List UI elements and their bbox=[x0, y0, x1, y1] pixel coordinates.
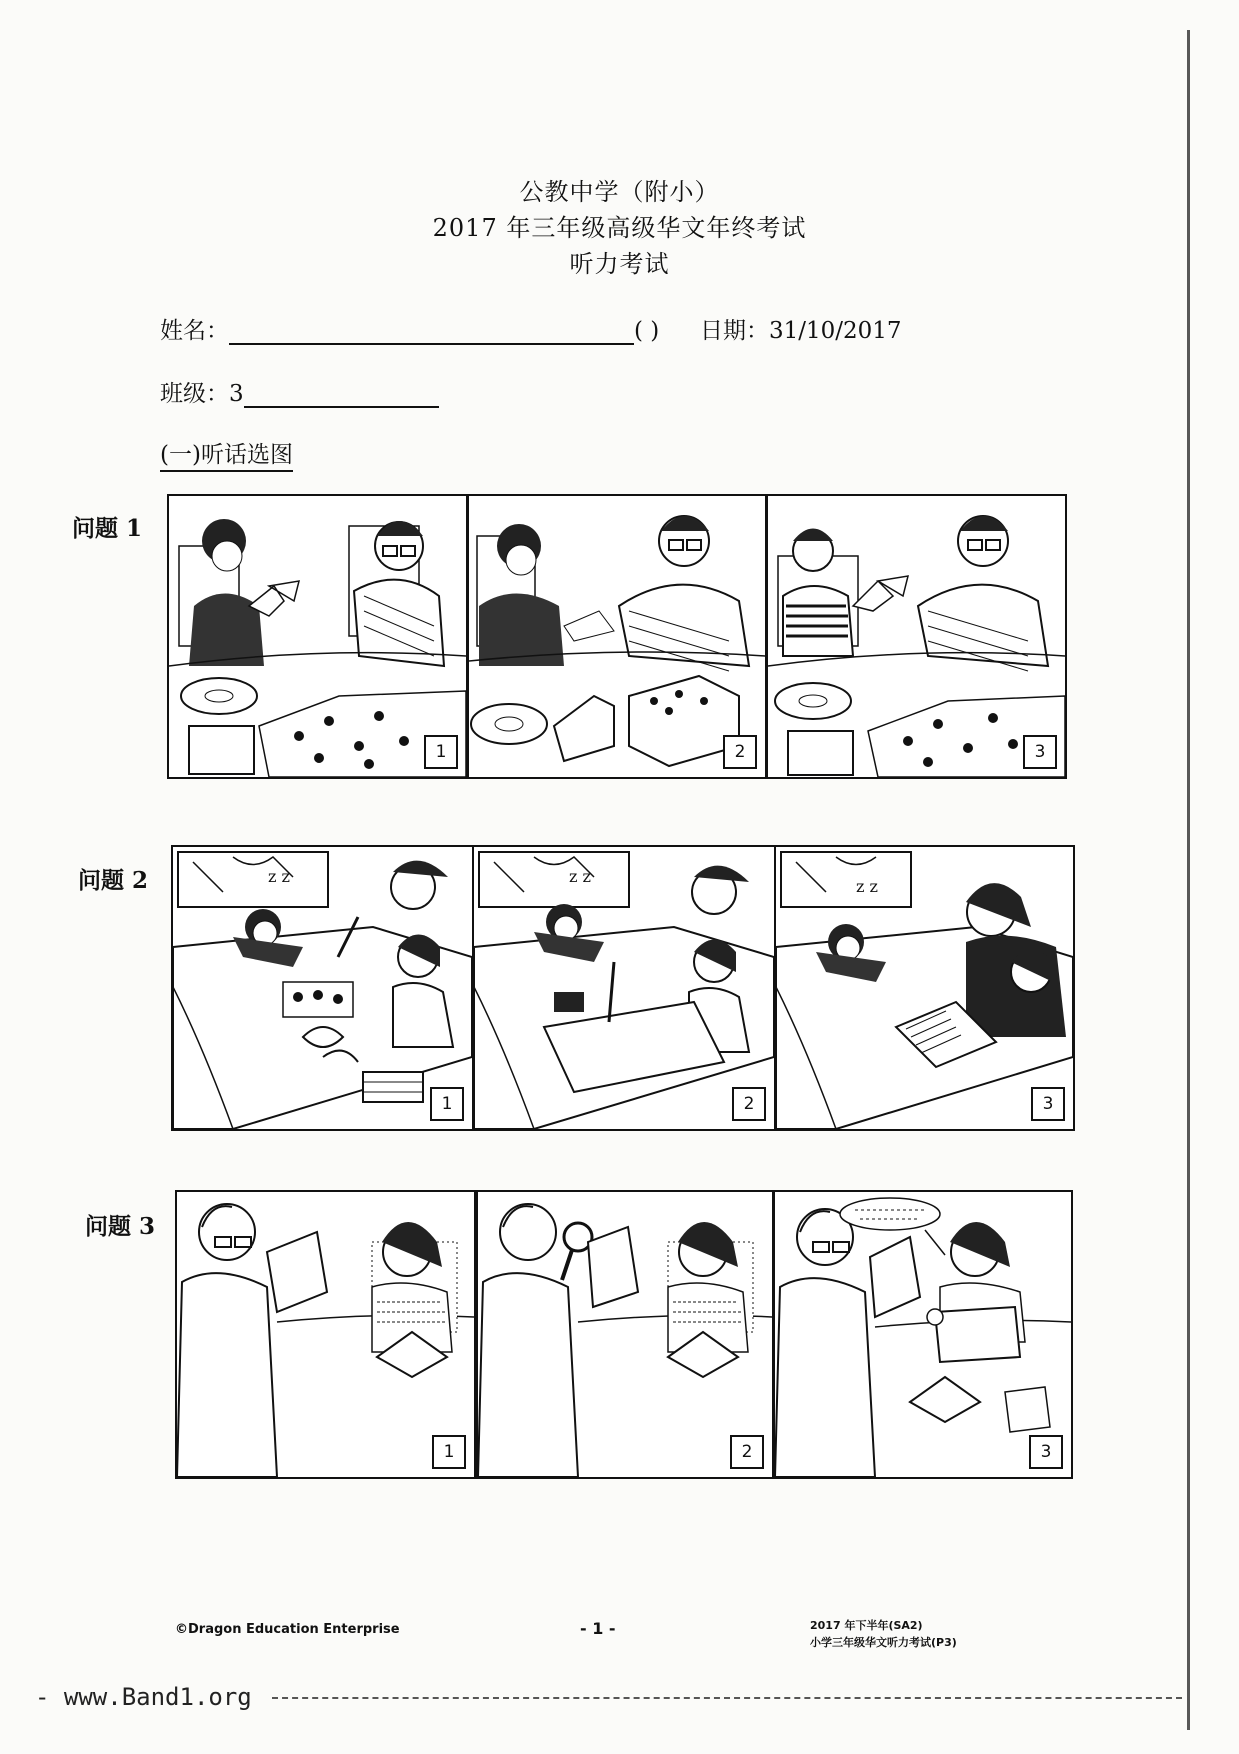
q1-option-2-number: 2 bbox=[723, 735, 757, 769]
school-name: 公教中学（附小） bbox=[519, 178, 720, 206]
footer-code-line-2: 小学三年级华文听力考试(P3) bbox=[810, 1636, 957, 1649]
watermark-text: - www.Band1.org bbox=[35, 1683, 252, 1711]
paper-title: 听力考试 bbox=[569, 250, 670, 278]
q2-option-2-number: 2 bbox=[732, 1087, 766, 1121]
q3-option-1-picture[interactable] bbox=[175, 1190, 476, 1479]
section-title: (一)听话选图 bbox=[160, 436, 293, 472]
letter-reading-scene-illustration bbox=[177, 1192, 474, 1477]
class-value: 3 bbox=[229, 381, 244, 407]
gift-wrapping-scene-illustration bbox=[768, 496, 1065, 777]
scan-edge-line bbox=[1187, 30, 1190, 1730]
question-1-label: 问题 1 bbox=[72, 515, 143, 542]
date-label: 日期： bbox=[700, 318, 769, 344]
q3-option-3-number: 3 bbox=[1029, 1435, 1063, 1469]
class-blank bbox=[244, 380, 439, 408]
gift-wrapping-scene-illustration bbox=[469, 496, 765, 777]
q1-option-2-picture[interactable] bbox=[467, 494, 767, 779]
q1-option-1-picture[interactable] bbox=[167, 494, 468, 779]
name-row bbox=[160, 312, 659, 345]
q2-option-2-picture[interactable] bbox=[472, 845, 776, 1131]
letter-reading-scene-illustration bbox=[775, 1192, 1071, 1477]
exam-title: 2017 年三年级高级华文年终考试 bbox=[432, 214, 807, 242]
q1-option-3-picture[interactable] bbox=[766, 494, 1067, 779]
watermark-rule bbox=[272, 1697, 1182, 1699]
svg-text:z z: z z bbox=[569, 867, 591, 886]
class-row bbox=[160, 375, 439, 408]
painting-at-table-scene-illustration bbox=[173, 847, 472, 1129]
reading-book-scene-illustration bbox=[776, 847, 1073, 1129]
name-blank bbox=[229, 317, 634, 345]
q2-option-3-picture[interactable] bbox=[774, 845, 1075, 1131]
gift-wrapping-scene-illustration bbox=[169, 496, 466, 777]
footer-exam-code bbox=[810, 1617, 957, 1651]
q3-option-2-picture[interactable] bbox=[476, 1190, 774, 1479]
question-2-label: 问题 2 bbox=[78, 867, 149, 894]
painting-at-table-scene-illustration bbox=[474, 847, 774, 1129]
date-value: 31/10/2017 bbox=[769, 318, 902, 344]
svg-text:z z: z z bbox=[268, 867, 290, 886]
q1-option-1-number: 1 bbox=[424, 735, 458, 769]
letter-reading-scene-illustration bbox=[478, 1192, 772, 1477]
q2-option-1-picture[interactable] bbox=[171, 845, 474, 1131]
page-number: - 1 - bbox=[580, 1619, 616, 1638]
name-label: 姓名： bbox=[160, 318, 229, 344]
q2-option-1-number: 1 bbox=[430, 1087, 464, 1121]
q1-option-3-number: 3 bbox=[1023, 735, 1057, 769]
q3-option-3-picture[interactable] bbox=[773, 1190, 1073, 1479]
index-parens: ( ) bbox=[634, 318, 660, 344]
date-row bbox=[700, 312, 902, 345]
footer-code-line-1: 2017 年下半年(SA2) bbox=[810, 1619, 923, 1632]
question-3-label: 问题 3 bbox=[85, 1213, 156, 1240]
q3-option-1-number: 1 bbox=[432, 1435, 466, 1469]
q3-option-2-number: 2 bbox=[730, 1435, 764, 1469]
q2-option-3-number: 3 bbox=[1031, 1087, 1065, 1121]
class-label: 班级： bbox=[160, 381, 229, 407]
footer-copyright: ©Dragon Education Enterprise bbox=[175, 1622, 400, 1637]
svg-text:z z: z z bbox=[856, 877, 878, 896]
